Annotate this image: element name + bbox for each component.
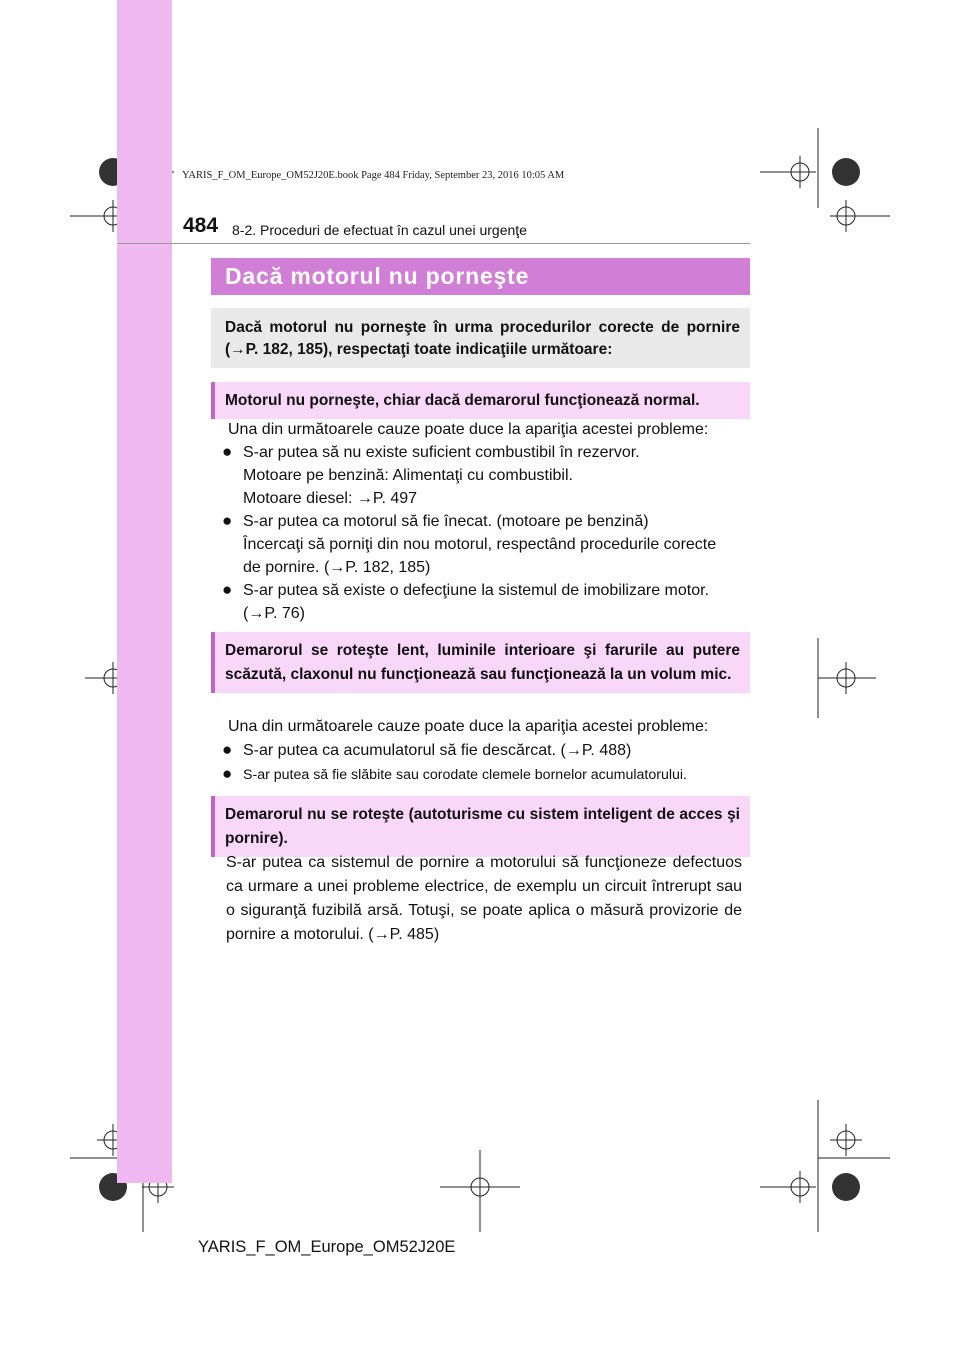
page-title: Dacă motorul nu porneşte: [225, 263, 530, 289]
header-rule: [118, 243, 750, 244]
bullet-icon: ●: [222, 442, 233, 461]
intro-text: Dacă motorul nu porneşte în urma procedurilor corecte de pornire (→P. 182, 185), respectaţi toate indicaţiile următoare:: [225, 319, 740, 358]
bullet-1-2-sub-2: de pornire. (→P. 182, 185): [243, 559, 431, 576]
lead-text-1: Una din următoarele cauze poate duce la apariţia acestei probleme:: [228, 421, 709, 438]
subheading-3-text: Demarorul nu se roteşte (autoturisme cu sistem inteligent de acces şi pornire).: [225, 806, 740, 847]
subheading-1-text: Motorul nu porneşte, chiar dacă demarorul funcţionează normal.: [225, 392, 700, 409]
subheading-2-text: Demarorul se roteşte lent, luminile interioare şi farurile au putere scăzută, claxonul nu funcţionează sau funcţionează la un volum mic.: [225, 642, 740, 683]
bullet-1-3-sub-1: (→P. 76): [243, 605, 305, 622]
bullet-1-3: S-ar putea să existe o defecţiune la sistemul de imobilizare motor.: [243, 582, 710, 599]
print-info: YARIS_F_OM_Europe_OM52J20E.book Page 484 Friday, September 23, 2016 10:05 AM: [182, 170, 565, 181]
section-title-bar: [211, 258, 750, 295]
subheading-1: [211, 382, 750, 419]
intro-box: [211, 308, 750, 368]
bullet-2-1: S-ar putea ca acumulatorul să fie descărcat. (→P. 488): [243, 742, 632, 759]
bullet-1-1-sub-1: Motoare pe benzină: Alimentaţi cu combustibil.: [243, 467, 573, 484]
bullet-icon: ●: [222, 580, 233, 599]
bullet-1-2-sub-1: Încercaţi să porniţi din nou motorul, respectând procedurile corecte: [243, 536, 717, 553]
footer-code: YARIS_F_OM_Europe_OM52J20E: [198, 1238, 456, 1256]
bullet-icon: ●: [222, 740, 233, 759]
subheading-3: [211, 796, 750, 857]
body-text-3: S-ar putea ca sistemul de pornire a motorului să funcţioneze defectuos ca urmare a unei probleme electrice, de exemplu un circuit întrerupt sau o siguranţă fuzibilă arsă. Totuşi, se poate aplica o măsură provizorie de pornire a motorului. (→P. 485): [226, 854, 742, 943]
page-number: 484: [183, 214, 219, 237]
bullet-2-2: S-ar putea să fie slăbite sau corodate clemele bornelor acumulatorului.: [243, 767, 687, 783]
bullet-1-2: S-ar putea ca motorul să fie înecat. (motoare pe benzină): [243, 513, 649, 530]
bullet-icon: ●: [222, 764, 233, 783]
running-header: 8-2. Proceduri de efectuat în cazul unei urgenţe: [232, 222, 527, 238]
subheading-2: [211, 632, 750, 693]
bullet-1-1: S-ar putea să nu existe suficient combustibil în rezervor.: [243, 444, 640, 461]
section-tab-sidebar: [117, 0, 172, 1183]
bullet-icon: ●: [222, 511, 233, 530]
bullet-1-1-sub-2: Motoare diesel: →P. 497: [243, 490, 418, 507]
lead-text-2: Una din următoarele cauze poate duce la apariţia acestei probleme:: [228, 718, 709, 735]
